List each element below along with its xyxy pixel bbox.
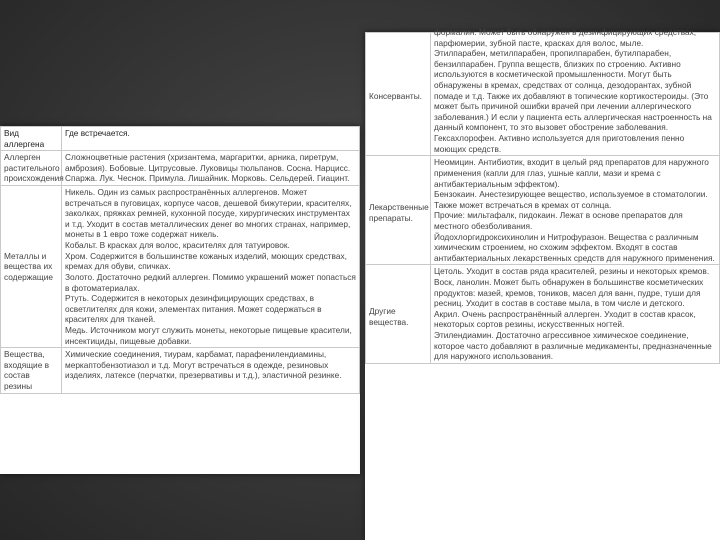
table-row (1, 348, 360, 393)
list-item: Акрил. Очень распространённый аллерген. Уходит в состав красок, некоторых сортов резины, искусственных ногтей. (434, 308, 696, 330)
category-cell: Консерванты. (366, 33, 431, 156)
header-where-found: Где встречается. (62, 127, 360, 151)
list-item: Воск, ланолин. Может быть обнаружен в большинстве косметических продуктов: мазей, кремов, тоников, масел для ванн, пудре, туши для ресниц. Уходит в состав в составе мыла, в том числе и детского. (434, 277, 704, 309)
category-cell: Другие вещества. (366, 265, 431, 363)
table-row (366, 33, 720, 156)
left-slide-page (0, 126, 360, 474)
items-cell (431, 265, 720, 363)
table-row (366, 265, 720, 363)
list-item: Химические соединения, тиурам, карбамат, парафенилендиамины, меркаптобензотиазол и т.д. Могут встречаться в одежде, резиновых изделиях, латексе (перчатки, презервативы и т.д.), эластичной резинке. (65, 349, 342, 381)
table-row (1, 186, 360, 348)
list-item: Бензокаин. Анестезирующее вещество, используемое в стоматологии. Также может встречаться в кремах от солнца. (434, 189, 708, 210)
items-cell (431, 27, 720, 156)
header-allergen-type: Вид аллергена (1, 127, 62, 151)
list-item: формалин. Может быть обнаружен в дезинфицирующих средствах, парфюмерии, зубной пасте, красках для волос, мыле. (434, 27, 697, 48)
items-cell (62, 348, 360, 393)
category-cell: Лекарственные препараты. (366, 156, 431, 265)
right-slide-page (365, 27, 720, 540)
table-row (1, 151, 360, 186)
table-header-row (1, 127, 360, 151)
list-item: Кобальт. В красках для волос, красителях для татуировок. (65, 240, 290, 251)
list-item: Сложноцветные растения (хризантема, маргаритки, арника, пиретрум, амброзия). Бобовые. Цитрусовые. Луковицы тюльпанов. Сосна. Нарцисс. Спаржа. Лук. Чеснок. Примула. Лишайник. Морковь. Сельдерей. Гиацинт. (65, 152, 351, 184)
items-cell (62, 151, 360, 186)
list-item: Прочие: мильтафалк, пидокаин. Лежат в основе препаратов для местного обезболивания. (434, 210, 683, 231)
category-cell: Металлы и вещества их содержащие (1, 186, 62, 348)
list-item: Никель. Один из самых распространённых аллергенов. Может встречаться в пуговицах, корпусе часов, дешевой бижутерии, красителях, заколках, пряжках ремней, кухонной посуде, хирургических инструментах и т.д. Уходит в состав металлических денег во многих странах, например, монеты в 1 евро тоже содержат никель. (65, 187, 352, 240)
list-item: Этилендиамин. Достаточно агрессивное химическое соединение, которое часто добавляют в различные медикаменты, предназначенные для наружного использования. (434, 330, 712, 362)
list-item: Цетоль. Уходит в состав ряда красителей, резины и некоторых кремов. (434, 266, 710, 277)
list-item: Ртуть. Содержится в некоторых дезинфицирующих средствах, в осветлителях для кожи, элементах питания. Может содержаться в красителях для тканей. (65, 293, 322, 325)
list-item: Гексахлорофен. Активно используется для приготовления пенно моющих средств. (434, 133, 685, 154)
list-item: Хром. Содержится в большинстве кожаных изделий, моющих средствах, кремах для обуви, спичках. (65, 250, 347, 272)
list-item: Золото. Достаточно редкий аллерген. Помимо украшений может попасться в фотоматериалах. (65, 271, 356, 293)
items-cell (62, 186, 360, 348)
list-item: Йодохлоргидроксихинолин и Нитрофуразон. Вещества с различным химическим строением, но схожим эффектом. Входят в состав антибактериальных лекарственных средств для наружного применения. (434, 231, 715, 263)
list-item: Этилпарабен, метилпарабен, пропилпарабен, бутилпарабен, бензилпарабен. Группа веществ, близких по строению. Активно используются в косметической промышленности. Могут быть обнаружены в кремах, средствах от солнца, дезодорантах, зубной помаде и т.д. Также их добавляют в топические кортикостероиды. (Это может быть причиной ошибки врачей при лечении аллергического заболевания.) И если у пациента есть аллергическая настроенность на данный компонент, то это вызовет обострение заболевания. (434, 48, 712, 133)
list-item: Медь. Источником могут служить монеты, некоторые пищевые красители, инсектициды, пищевые добавки. (65, 324, 352, 346)
items-cell (431, 156, 720, 265)
category-cell: Аллерген растительного происхождения (1, 151, 62, 186)
allergen-table-right (365, 27, 720, 364)
category-cell: Вещества, входящие в состав резины (1, 348, 62, 393)
allergen-table-left (0, 126, 360, 394)
list-item: Неомицин. Антибиотик, входит в целый ряд препаратов для наружного применения (капли для глаз, ушные капли, мази и крема с антибактериальным эффектом). (434, 157, 709, 189)
table-row (366, 156, 720, 265)
